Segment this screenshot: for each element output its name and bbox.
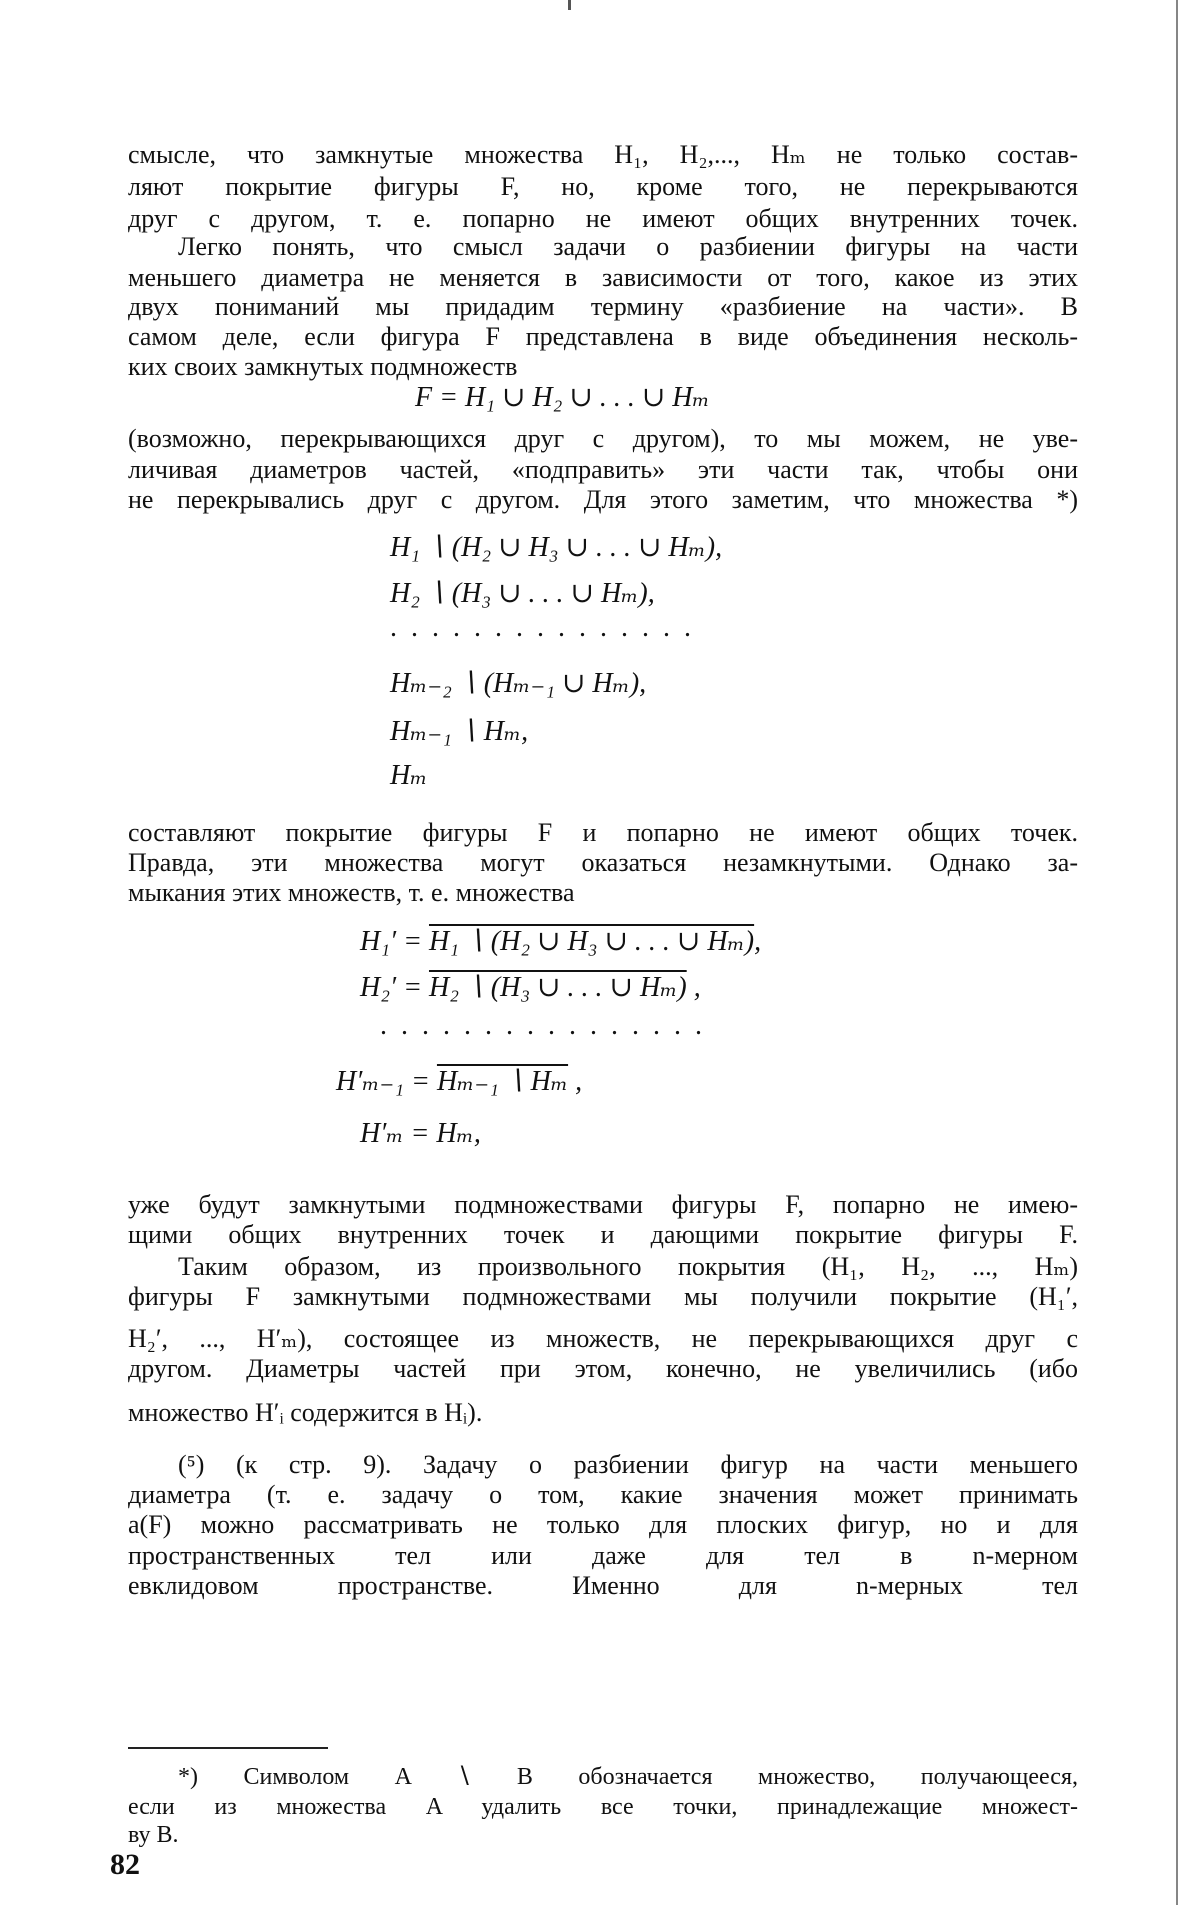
- closure-tail: ,: [473, 1118, 481, 1149]
- closure-formula: [336, 1066, 582, 1098]
- closure-tail: ,: [754, 926, 762, 957]
- text-line: двух пониманий мы придадим термину «разбиение на части». В: [128, 292, 1078, 321]
- text-line: самом деле, если фигура F представлена в виде объединения несколь-: [128, 322, 1078, 351]
- text-line: мыкания этих множеств, т. е. множества: [128, 878, 575, 907]
- difference-formula: Hₘ₋₁ ∖ Hₘ,: [390, 716, 529, 747]
- closure-tail: ,: [568, 1066, 583, 1097]
- difference-formula: Hₘ: [390, 760, 428, 791]
- text-line: ляют покрытие фигуры F, но, кроме того, не перекрываются: [128, 172, 1078, 201]
- text-line: a(F) можно рассматривать не только для плоских фигур, но и для: [128, 1510, 1078, 1539]
- ellipsis-row: ...............: [390, 612, 705, 643]
- closure-formula: [360, 1118, 481, 1150]
- text-line: H₂′, ..., H′ₘ), состоящее из множеств, не перекрывающихся друг с: [128, 1324, 1078, 1353]
- text-line: (возможно, перекрывающихся друг с другом), то мы можем, не уве-: [128, 424, 1078, 453]
- text-line: пространственных тел или даже для тел в n-мерном: [128, 1541, 1078, 1570]
- footnote-line: ву B.: [128, 1822, 179, 1848]
- ellipsis-row: ................: [380, 1010, 716, 1041]
- difference-formula: Hₘ₋₂ ∖ (Hₘ₋₁ ∪ Hₘ),: [390, 668, 647, 699]
- union-formula: F = H₁ ∪ H₂ ∪ . . . ∪ Hₘ: [415, 382, 710, 413]
- text-line: диаметра (т. е. задачу о том, какие значения может принимать: [128, 1480, 1078, 1509]
- closure-tail: ,: [686, 972, 701, 1003]
- difference-formula: H₂ ∖ (H₃ ∪ . . . ∪ Hₘ),: [390, 578, 655, 609]
- text-line: Таким образом, из произвольного покрытия (H₁, H₂, ..., Hₘ): [178, 1252, 1078, 1281]
- closure-rhs: Hₘ₋₁ ∖ Hₘ: [436, 1066, 569, 1097]
- text-line: друг с другом, т. е. попарно не имеют общих внутренних точек.: [128, 204, 1078, 233]
- text-line: ких своих замкнутых подмножеств: [128, 352, 518, 381]
- closure-rhs: Hₘ: [436, 1118, 474, 1149]
- closure-formula: [360, 926, 761, 958]
- text-line: Правда, эти множества могут оказаться незамкнутыми. Однако за-: [128, 848, 1078, 877]
- text-line: Легко понять, что смысл задачи о разбиении фигуры на части: [178, 232, 1078, 261]
- page-edge-rule: [1176, 0, 1178, 1905]
- text-line: составляют покрытие фигуры F и попарно не имеют общих точек.: [128, 818, 1078, 847]
- closure-rhs: H₁ ∖ (H₂ ∪ H₃ ∪ . . . ∪ Hₘ): [428, 926, 755, 957]
- closure-lhs: H′ₘ =: [360, 1118, 437, 1149]
- top-tick-mark: [568, 0, 571, 10]
- text-line: уже будут замкнутыми подмножествами фигуры F, попарно не имею-: [128, 1190, 1078, 1219]
- closure-formula: [360, 972, 701, 1004]
- text-line: множество H′ᵢ содержится в Hᵢ).: [128, 1398, 483, 1427]
- closure-lhs: H′ₘ₋₁ =: [336, 1066, 437, 1097]
- text-line: другом. Диаметры частей при этом, конечно, не увеличились (ибо: [128, 1354, 1078, 1383]
- text-line: евклидовом пространстве. Именно для n-мерных тел: [128, 1571, 1078, 1600]
- difference-formula: H₁ ∖ (H₂ ∪ H₃ ∪ . . . ∪ Hₘ),: [390, 532, 723, 563]
- footnote-line: если из множества A удалить все точки, принадлежащие множест-: [128, 1794, 1078, 1820]
- text-line: фигуры F замкнутыми подмножествами мы получили покрытие (H₁′,: [128, 1282, 1078, 1311]
- text-line: щими общих внутренних точек и дающими покрытие фигуры F.: [128, 1220, 1078, 1249]
- text-line: меньшего диаметра не меняется в зависимости от того, какое из этих: [128, 263, 1078, 292]
- closure-lhs: H₂′ =: [360, 972, 429, 1003]
- text-line: личивая диаметров частей, «подправить» эти части так, чтобы они: [128, 455, 1078, 484]
- text-line: (⁵) (к стр. 9). Задачу о разбиении фигур на части меньшего: [178, 1450, 1078, 1479]
- closure-lhs: H₁′ =: [360, 926, 429, 957]
- text-line: смысле, что замкнутые множества H₁, H₂,..., Hₘ не только состав-: [128, 140, 1078, 169]
- footnote-line: *) Символом A ∖ B обозначается множество, получающееся,: [178, 1764, 1078, 1790]
- page-number: 82: [110, 1848, 140, 1881]
- footnote-rule: [128, 1747, 328, 1749]
- text-line: не перекрывались друг с другом. Для этого заметим, что множества *): [128, 485, 1078, 514]
- closure-rhs: H₂ ∖ (H₃ ∪ . . . ∪ Hₘ): [428, 972, 687, 1003]
